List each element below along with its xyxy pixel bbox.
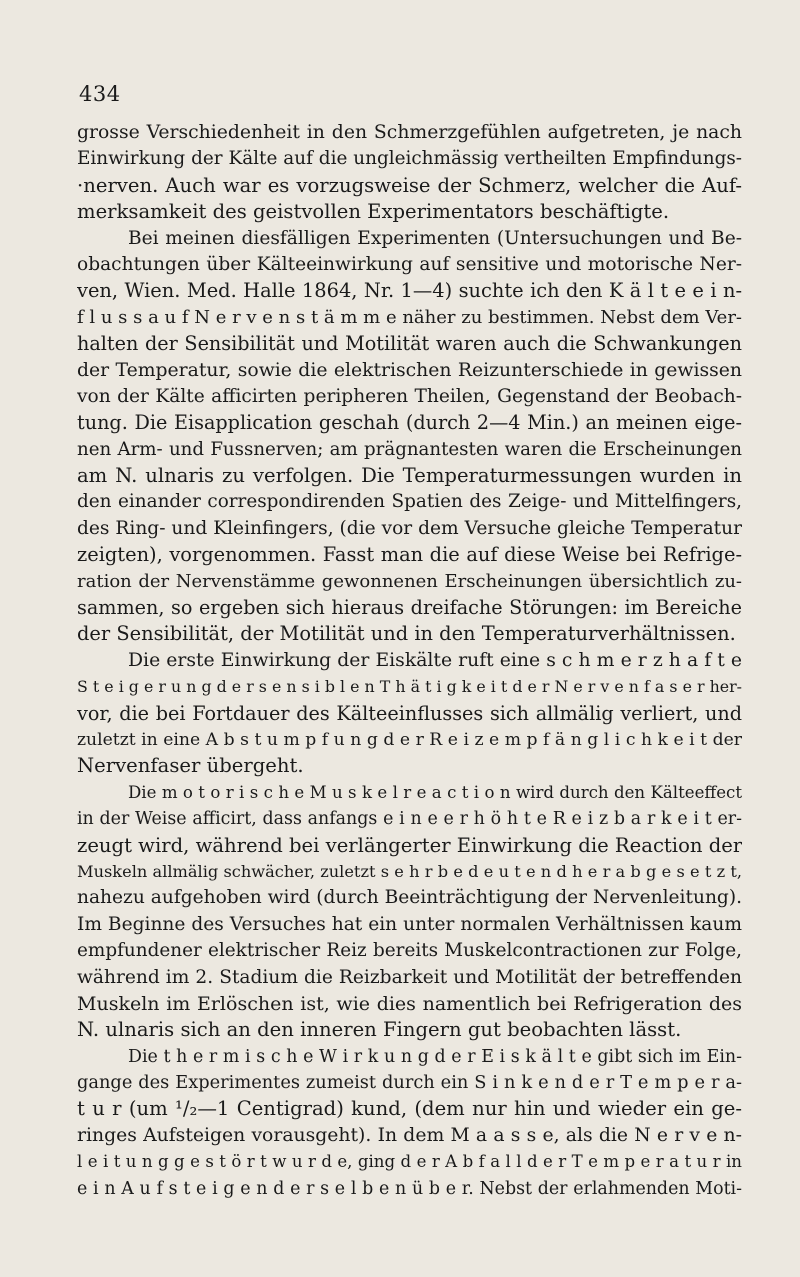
text-line: ven, Wien. Med. Halle 1864, Nr. 1—4) suchte ich den K ä l t e e i n- <box>77 279 742 303</box>
text-line: der Sensibilität, der Motilität und in den Temperaturverhältnissen. <box>77 622 736 646</box>
text-line: Bei meinen diesfälligen Experimenten (Untersuchungen und Be- <box>128 227 742 249</box>
text-line: merksamkeit des geistvollen Experimentators beschäftigte. <box>77 200 670 224</box>
text-line: tung. Die Eisapplication geschah (durch 2—4 Min.) an meinen eige- <box>77 411 742 435</box>
text-line: zeigten), vorgenommen. Fasst man die auf diese Weise bei Refrige- <box>77 543 742 567</box>
text-line: Muskeln im Erlöschen ist, wie dies namentlich bei Refrigeration des <box>77 992 742 1015</box>
text-line: Muskeln allmälig schwächer, zuletzt s e h r b e d e u t e n d h e r a b g e s e t z t, <box>77 861 742 881</box>
text-line: von der Kälte afficirten peripheren Theilen, Gegenstand der Beobach- <box>77 385 742 407</box>
text-line: den einander correspondirenden Spatien des Zeige- und Mittelfingers, <box>77 491 742 513</box>
text-line: der Temperatur, sowie die elektrischen Reizunterschiede in gewissen <box>77 359 742 381</box>
text-line: halten der Sensibilität und Motilität waren auch die Schwankungen <box>77 332 742 356</box>
text-line: nahezu aufgehoben wird (durch Beeinträchtigung der Nervenleitung). <box>77 887 742 909</box>
text-line: Die erste Einwirkung der Eiskälte ruft eine s c h m e r z h a f t e <box>128 649 742 671</box>
text-line: empfundener elektrischer Reiz bereits Muskelcontractionen zur Folge, <box>77 940 742 962</box>
text-line: obachtungen über Kälteeinwirkung auf sensitive und motorische Ner- <box>77 253 742 275</box>
text-line: in der Weise afficirt, dass anfangs e i n e e r h ö h t e R e i z b a r k e i t er- <box>77 809 742 830</box>
text-line: nen Arm- und Fussnerven; am prägnantesten waren die Erscheinungen <box>77 438 742 460</box>
page-number: 434 <box>79 82 121 106</box>
text-line: f l u s s a u f N e r v e n s t ä m m e näher zu bestimmen. Nebst dem Ver- <box>77 306 742 328</box>
body-text <box>77 120 742 1202</box>
text-line: Die t h e r m i s c h e W i r k u n g d e r E i s k ä l t e gibt sich im Ein- <box>128 1046 742 1067</box>
text-line: grosse Verschiedenheit in den Schmerzgefühlen aufgetreten, je nach <box>77 122 742 143</box>
text-line: vor, die bei Fortdauer des Kälteeinflusses sich allmälig verliert, und <box>77 701 742 725</box>
text-line: t u r (um ¹/₂—1 Centigrad) kund, (dem nur hin und wieder ein ge- <box>77 1097 742 1121</box>
text-line: des Ring- und Kleinfingers, (die vor dem Versuche gleiche Temperatur <box>77 517 742 539</box>
text-line: Im Beginne des Versuches hat ein unter normalen Verhältnissen kaum <box>77 913 742 935</box>
text-line: während im 2. Stadium die Reizbarkeit und Motilität der betreffenden <box>77 966 742 988</box>
text-line: ringes Aufsteigen vorausgeht). In dem M a a s s e, als die N e r v e n- <box>77 1124 742 1146</box>
text-line: ration der Nervenstämme gewonnenen Erscheinungen übersichtlich zu- <box>77 570 742 592</box>
text-line: e i n A u f s t e i g e n d e r s e l b e n ü b e r. Nebst der erlahmenden Moti- <box>77 1178 742 1199</box>
text-line: l e i t u n g g e s t ö r t w u r d e, ging d e r A b f a l l d e r T e m p e r a t u r in <box>77 1152 742 1172</box>
text-line: zuletzt in eine A b s t u m p f u n g d e r R e i z e m p f ä n g l i c h k e i t der <box>77 729 742 750</box>
text-line: S t e i g e r u n g d e r s e n s i b l e n T h ä t i g k e i t d e r N e r v e n f a s e r her- <box>77 677 742 697</box>
text-line: ·nerven. Auch war es vorzugsweise der Schmerz, welcher die Auf- <box>77 173 742 197</box>
text-line: sammen, so ergeben sich hieraus dreifache Störungen: im Bereiche <box>77 596 742 620</box>
text-line: N. ulnaris sich an den inneren Fingern gut beobachten lässt. <box>77 1018 682 1042</box>
text-line: Die m o t o r i s c h e M u s k e l r e a c t i o n wird durch den Kälteeffect <box>128 782 742 802</box>
text-line: Nervenfaser übergeht. <box>77 754 304 778</box>
text-line: zeugt wird, während bei verlängerter Einwirkung die Reaction der <box>77 833 742 857</box>
text-line: am N. ulnaris zu verfolgen. Die Temperaturmessungen wurden in <box>77 464 742 488</box>
text-line: gange des Experimentes zumeist durch ein S i n k e n d e r T e m p e r a- <box>77 1072 742 1094</box>
text-line: Einwirkung der Kälte auf die ungleichmässig vertheilten Empfindungs- <box>77 148 742 170</box>
